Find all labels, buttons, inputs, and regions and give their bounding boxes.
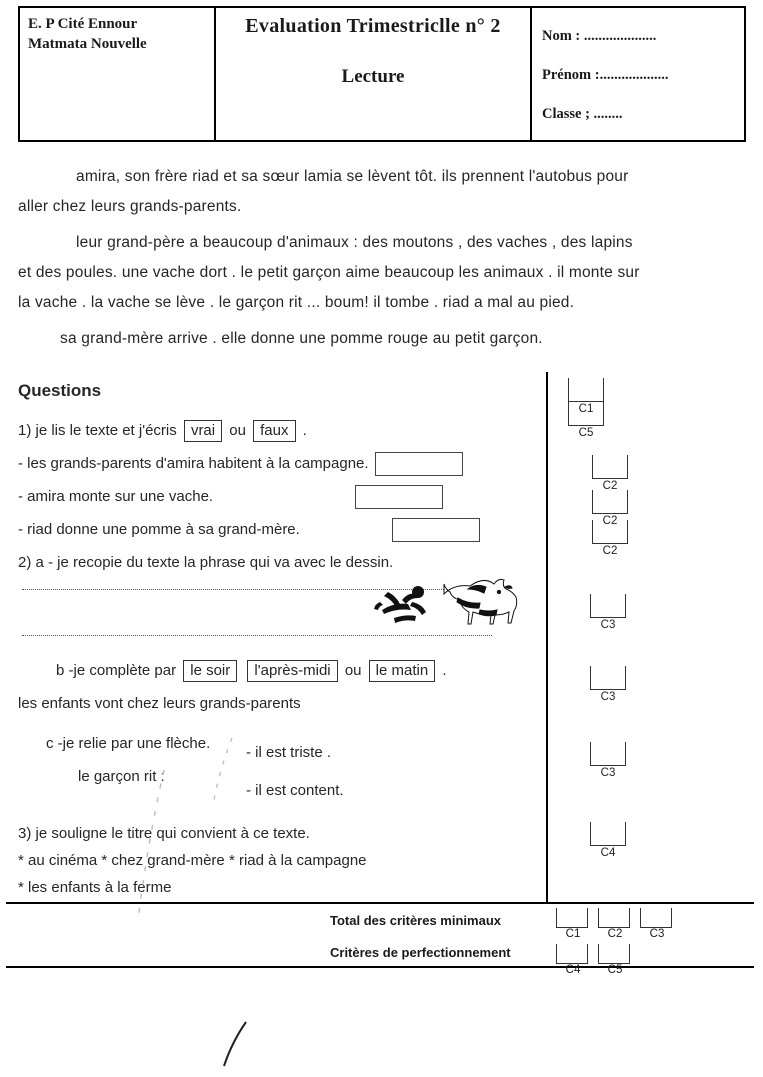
choice-lapres-midi[interactable]: l'après-midi xyxy=(247,660,337,682)
question-2c: c -je relie par une flèche. xyxy=(46,735,211,752)
question-1-or: ou xyxy=(229,422,246,439)
question-2b-prefix: b -je complète par xyxy=(56,662,177,679)
criteria-cell[interactable] xyxy=(568,378,604,402)
questions-heading: Questions xyxy=(18,381,102,400)
criteria-column-divider xyxy=(546,372,548,902)
totals-labels xyxy=(330,906,511,970)
pencil-mark-diagonal xyxy=(120,768,180,928)
choice-vrai[interactable]: vrai xyxy=(184,420,222,442)
criteria-label: C1 xyxy=(578,403,594,415)
matching-right-item-2[interactable]: - il est content. xyxy=(246,782,344,799)
criteria-cell[interactable] xyxy=(592,490,628,514)
question-3: 3) je souligne le titre qui convient à ce texte. xyxy=(18,825,310,842)
question-3-section xyxy=(18,820,538,901)
criteria-cell[interactable] xyxy=(592,520,628,544)
statement-3 xyxy=(18,517,546,543)
total-box-c2[interactable] xyxy=(598,908,632,940)
field-classe: Classe ; ........ xyxy=(542,106,623,122)
criteria-label: C2 xyxy=(602,515,618,527)
total-perf-label: Critères de perfectionnement xyxy=(330,945,511,960)
total-label: C3 xyxy=(649,928,665,940)
total-cell[interactable] xyxy=(598,908,630,928)
criteria-label: C3 xyxy=(600,767,616,779)
question-2b xyxy=(18,658,546,684)
criteria-box-c3-c[interactable] xyxy=(588,742,628,779)
criteria-label: C3 xyxy=(600,619,616,631)
criteria-label: C5 xyxy=(578,427,594,439)
question-1-prefix: 1) je lis le texte et j'écris xyxy=(18,422,177,439)
total-box-c4[interactable] xyxy=(556,944,590,976)
question-2a: 2) a - je recopie du texte la phrase qui va avec le dessin. xyxy=(18,554,394,571)
answer-box-1[interactable] xyxy=(375,452,463,476)
total-box-c5[interactable] xyxy=(598,944,632,976)
question-1 xyxy=(18,418,546,444)
criteria-cell[interactable] xyxy=(590,822,626,846)
criteria-box-c2-a[interactable] xyxy=(590,455,630,492)
total-cell[interactable] xyxy=(556,908,588,928)
criteria-label: C2 xyxy=(602,480,618,492)
reading-text xyxy=(18,162,650,360)
matching-left-item: le garçon rit : xyxy=(78,768,165,785)
criteria-label: C4 xyxy=(600,847,616,859)
pencil-mark-short xyxy=(200,736,240,806)
matching-exercise xyxy=(18,740,538,810)
criteria-label: C3 xyxy=(600,691,616,703)
pencil-mark-bottom xyxy=(216,1020,256,1070)
question-3-options-line2[interactable]: * les enfants à la ferme xyxy=(18,879,172,896)
total-label: C2 xyxy=(607,928,623,940)
questions-section xyxy=(18,378,546,764)
total-cell[interactable] xyxy=(598,944,630,964)
total-box-c1[interactable] xyxy=(556,908,590,940)
criteria-cell[interactable] xyxy=(590,742,626,766)
student-info-cell xyxy=(532,8,744,140)
statement-1-label: - les grands-parents d'amira habitent à la campagne. xyxy=(18,455,369,472)
question-2b-sentence: les enfants vont chez leurs grands-parents xyxy=(18,695,301,712)
footer-divider-top xyxy=(6,902,754,904)
criteria-cell[interactable] xyxy=(590,666,626,690)
total-cell[interactable] xyxy=(640,908,672,928)
statement-2-label: - amira monte sur une vache. xyxy=(18,488,214,505)
school-name-line1: E. P Cité Ennour xyxy=(28,16,138,32)
exam-subtitle: Lecture xyxy=(341,66,405,87)
writing-line-2[interactable] xyxy=(22,634,492,636)
choice-le-matin[interactable]: le matin xyxy=(369,660,436,682)
matching-right-item-1[interactable]: - il est triste . xyxy=(246,744,332,761)
statement-3-label: - riad donne une pomme à sa grand-mère. xyxy=(18,521,300,538)
criteria-cell[interactable] xyxy=(590,594,626,618)
reading-paragraph-2: leur grand-père a beaucoup d'animaux : des moutons , des vaches , des lapins et des poules. une vache dort . le petit garçon aime beaucoup les animaux . il monte sur la vache . la vache se lève . le garçon rit ... boum! il tombe . riad a mal au pied. xyxy=(18,234,640,311)
total-cell[interactable] xyxy=(556,944,588,964)
criteria-box-c2-c[interactable] xyxy=(590,520,630,557)
question-3-options-line1[interactable]: * au cinéma * chez grand-mère * riad à la campagne xyxy=(18,852,367,869)
header-table xyxy=(18,6,746,142)
total-label: C1 xyxy=(565,928,581,940)
statement-1 xyxy=(18,451,546,477)
criteria-box-c4[interactable] xyxy=(588,822,628,859)
question-1-end: . xyxy=(302,422,307,439)
field-nom: Nom : .................... xyxy=(542,28,657,44)
exam-title-cell xyxy=(216,8,532,140)
total-label: C4 xyxy=(565,964,581,976)
criteria-box-c3-a[interactable] xyxy=(588,594,628,631)
statement-2 xyxy=(18,484,546,510)
question-2b-or: ou xyxy=(344,662,362,679)
reading-paragraph-3: sa grand-mère arrive . elle donne une pomme rouge au petit garçon. xyxy=(60,330,543,347)
criteria-box-c5[interactable] xyxy=(566,402,606,439)
criteria-label: C2 xyxy=(602,545,618,557)
criteria-cell[interactable] xyxy=(568,402,604,426)
answer-box-3[interactable] xyxy=(392,518,480,542)
answer-box-2[interactable] xyxy=(355,485,443,509)
total-label: C5 xyxy=(607,964,623,976)
totals-boxes xyxy=(556,908,674,980)
reading-paragraph-1: amira, son frère riad et sa sœur lamia se lèvent tôt. ils prennent l'autobus pour aller chez leurs grands-parents. xyxy=(18,168,629,215)
total-box-c3[interactable] xyxy=(640,908,674,940)
criteria-box-c3-b[interactable] xyxy=(588,666,628,703)
choice-le-soir[interactable]: le soir xyxy=(183,660,237,682)
criteria-cell[interactable] xyxy=(592,455,628,479)
total-min-label: Total des critères minimaux xyxy=(330,913,501,928)
school-name-line2: Matmata Nouvelle xyxy=(28,36,147,53)
school-name-cell xyxy=(20,8,216,140)
exam-title: Evaluation Trimestriclle n° 2 xyxy=(245,15,501,37)
totals-row-perfectionnement xyxy=(556,944,674,976)
field-prenom: Prénom :................... xyxy=(542,67,669,83)
choice-faux[interactable]: faux xyxy=(253,420,295,442)
question-2b-end: . xyxy=(442,662,447,679)
illustration-boy-and-cow xyxy=(372,572,532,634)
totals-row-minimaux xyxy=(556,908,674,940)
